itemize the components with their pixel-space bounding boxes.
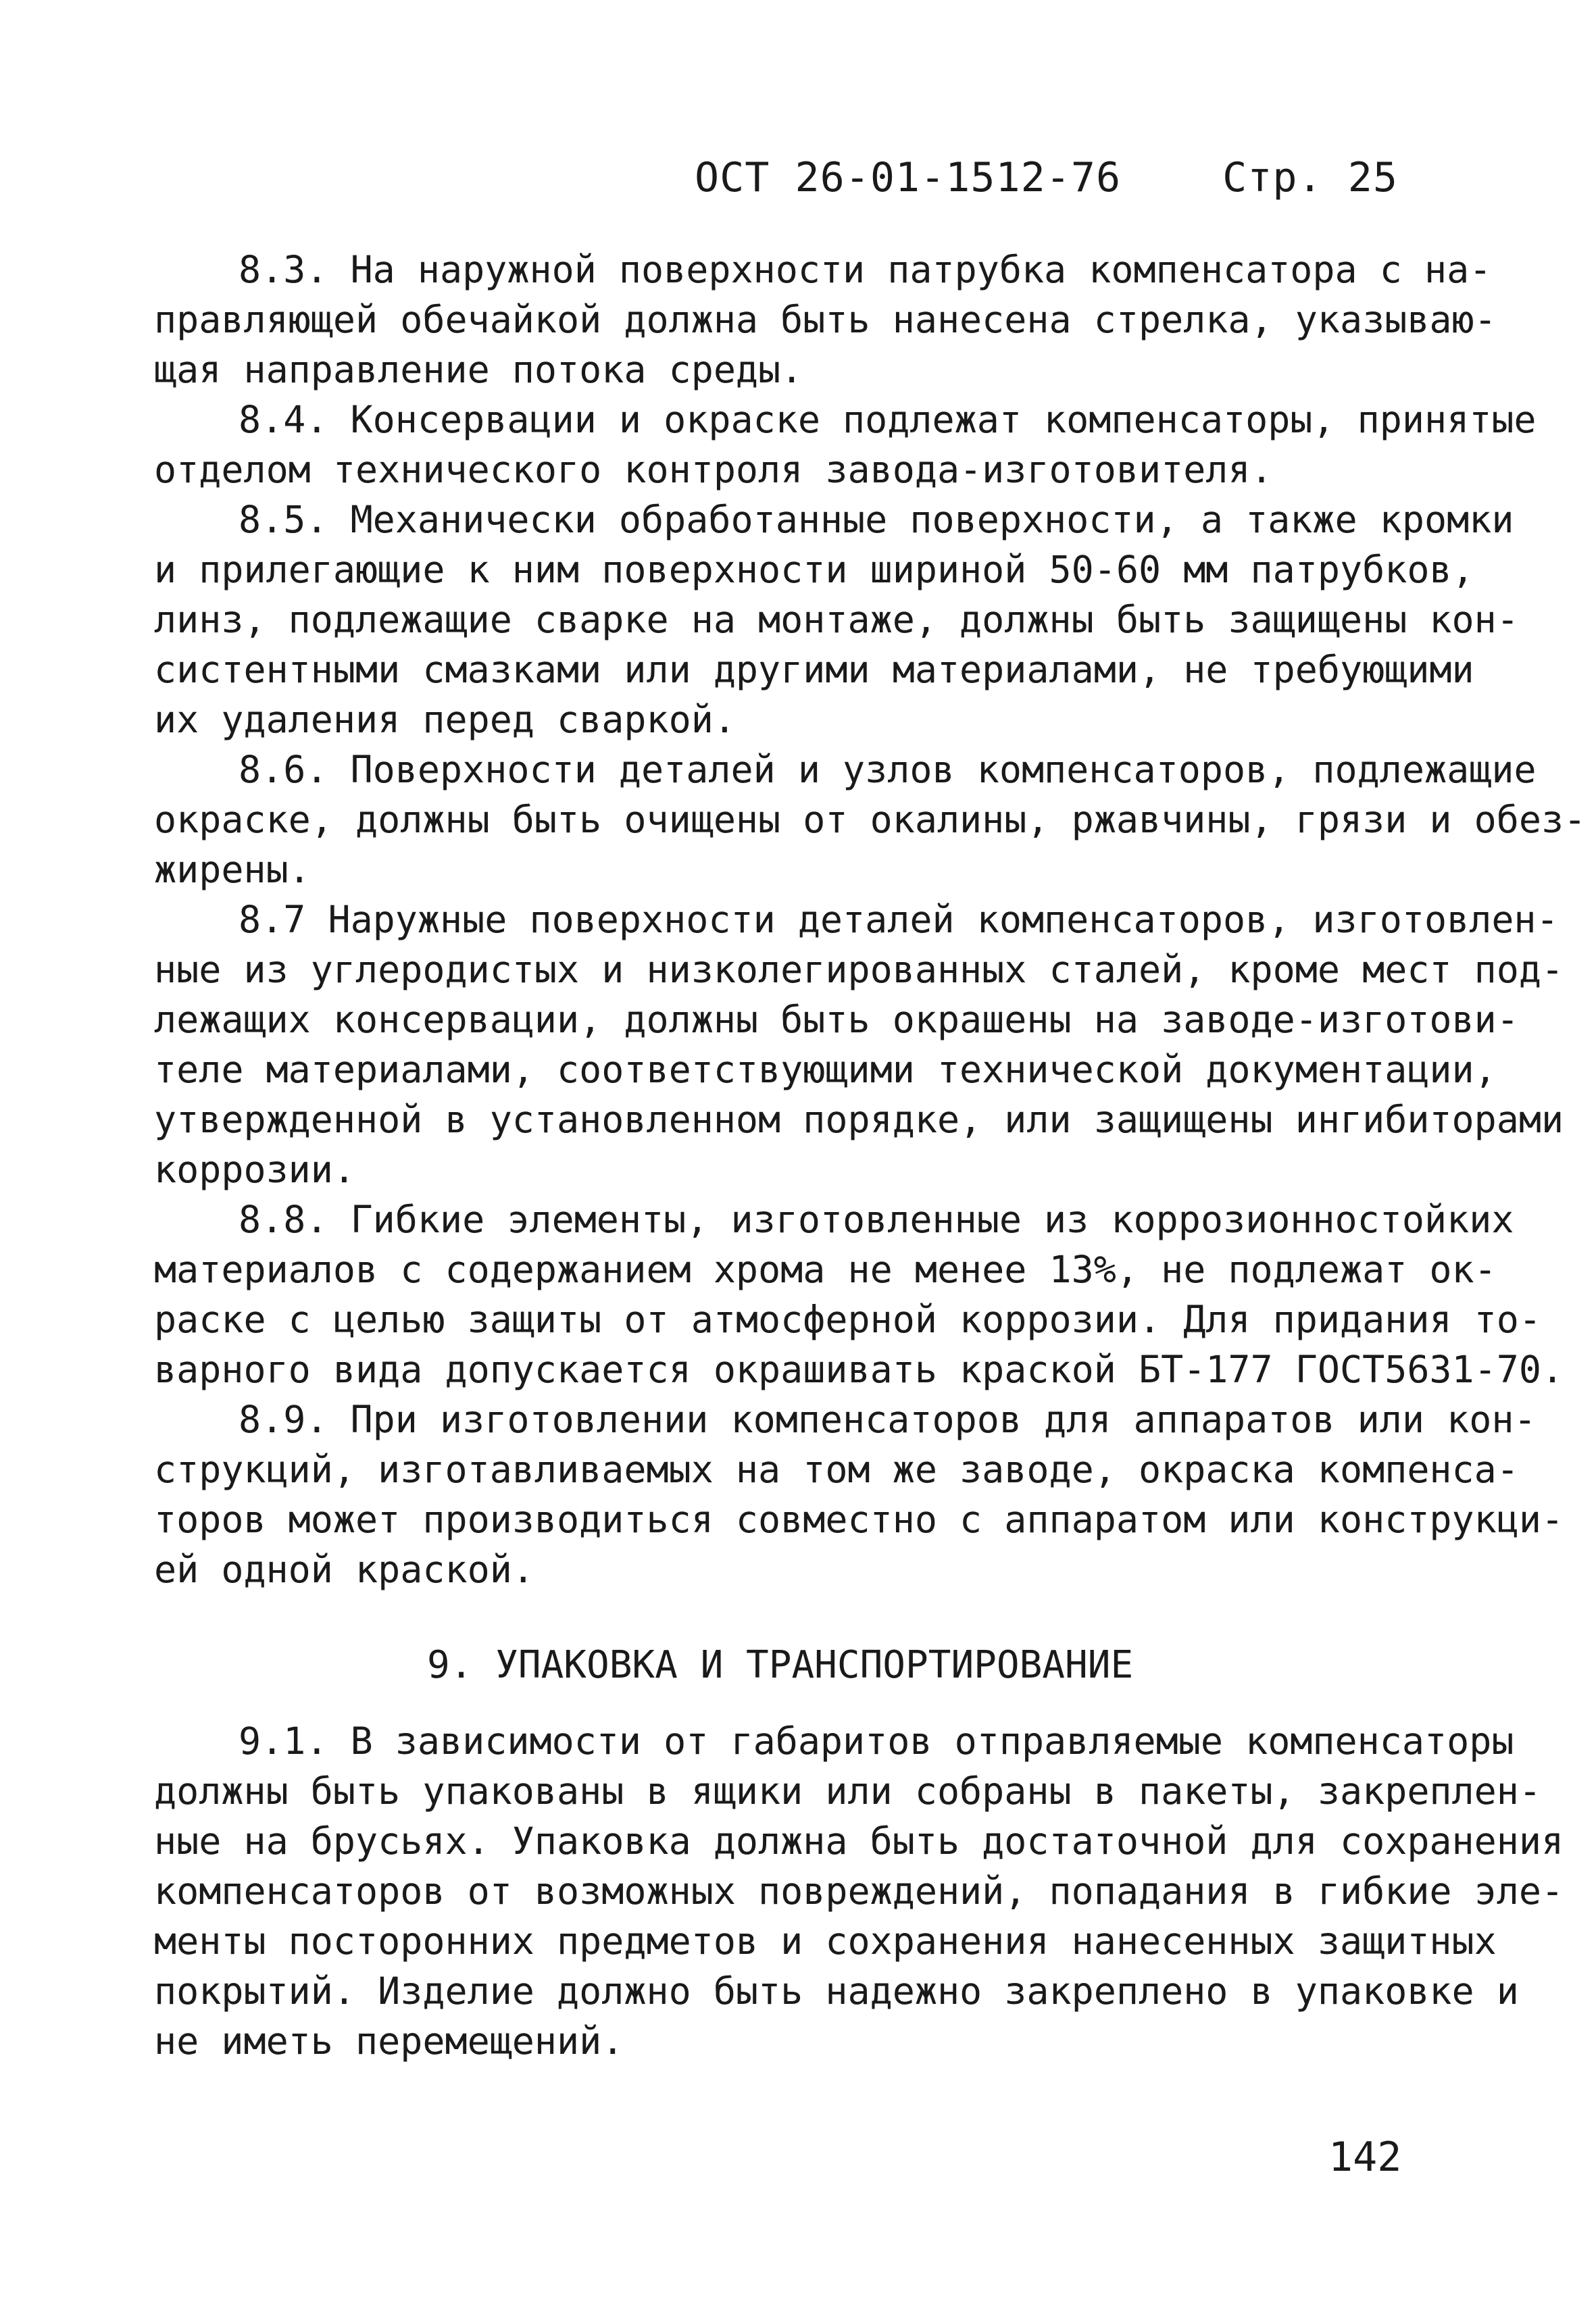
document-code: ОСТ 26-01-1512-76 [695, 154, 1122, 201]
text-line: раске с целью защиты от атмосферной коррозии. Для придания то- [154, 1298, 1541, 1341]
text-line: утвержденной в установленном порядке, или защищены ингибиторами [154, 1098, 1564, 1141]
text-line: варного вида допускается окрашивать краской БТ-177 ГОСТ5631-70. [154, 1348, 1564, 1391]
text-line: коррозии. [154, 1148, 356, 1191]
text-line: ей одной краской. [154, 1548, 534, 1591]
page-header [695, 154, 1398, 201]
section-9-title: 9. УПАКОВКА И ТРАНСПОРТИРОВАНИЕ [427, 1643, 1134, 1687]
text-line: торов может производиться совместно с аппаратом или конструкци- [154, 1498, 1564, 1541]
text-line: ные из углеродистых и низколегированных сталей, кроме мест под- [154, 948, 1564, 991]
page-number: 142 [1328, 2134, 1402, 2181]
text-line: ные на брусьях. Упаковка должна быть достаточной для сохранения [154, 1819, 1564, 1863]
text-line: отделом технического контроля завода-изготовителя. [154, 448, 1273, 491]
text-line: теле материалами, соответствующими технической документации, [154, 1048, 1497, 1091]
text-line: лежащих консервации, должны быть окрашены на заводе-изготови- [154, 998, 1519, 1041]
text-line: покрытий. Изделие должно быть надежно закреплено в упаковке и [154, 1969, 1519, 2013]
text-line: 8.9. При изготовлении компенсаторов для аппаратов или кон- [239, 1398, 1537, 1441]
section-8-text [154, 245, 1587, 1594]
text-line: струкций, изготавливаемых на том же заводе, окраска компенса- [154, 1448, 1519, 1491]
text-line: менты посторонних предметов и сохранения нанесенных защитных [154, 1919, 1497, 1963]
text-line: 9.1. В зависимости от габаритов отправляемые компенсаторы [239, 1719, 1514, 1763]
text-line: жирены. [154, 848, 311, 891]
text-line: 8.7 Наружные поверхности деталей компенсаторов, изготовлен- [239, 898, 1559, 941]
text-line: должны быть упакованы в ящики или собраны в пакеты, закреплен- [154, 1769, 1541, 1813]
text-line: и прилегающие к ним поверхности шириной 50-60 мм патрубков, [154, 548, 1474, 591]
text-line: 8.3. На наружной поверхности патрубка компенсатора с на- [239, 248, 1492, 291]
text-line: 8.4. Консервации и окраске подлежат компенсаторы, принятые [239, 398, 1537, 441]
text-line: не иметь перемещений. [154, 2019, 624, 2063]
text-line: 8.6. Поверхности деталей и узлов компенсаторов, подлежащие [239, 748, 1537, 791]
text-line: линз, подлежащие сварке на монтаже, должны быть защищены кон- [154, 598, 1519, 641]
text-line: их удаления перед сваркой. [154, 698, 736, 741]
text-line: компенсаторов от возможных повреждений, попадания в гибкие эле- [154, 1869, 1564, 1913]
text-line: правляющей обечайкой должна быть нанесена стрелка, указываю- [154, 298, 1497, 341]
text-line: щая направление потока среды. [154, 348, 803, 391]
page-label: Стр. 25 [1222, 154, 1398, 201]
text-line: окраске, должны быть очищены от окалины, ржавчины, грязи и обез- [154, 798, 1587, 841]
text-line: систентными смазками или другими материалами, не требующими [154, 648, 1474, 691]
text-line: материалов с содержанием хрома не менее 13%, не подлежат ок- [154, 1248, 1497, 1291]
text-line: 8.8. Гибкие элементы, изготовленные из коррозионностойких [239, 1198, 1514, 1241]
section-9-text [154, 1716, 1564, 2066]
text-line: 8.5. Механически обработанные поверхности, а также кромки [239, 498, 1514, 541]
